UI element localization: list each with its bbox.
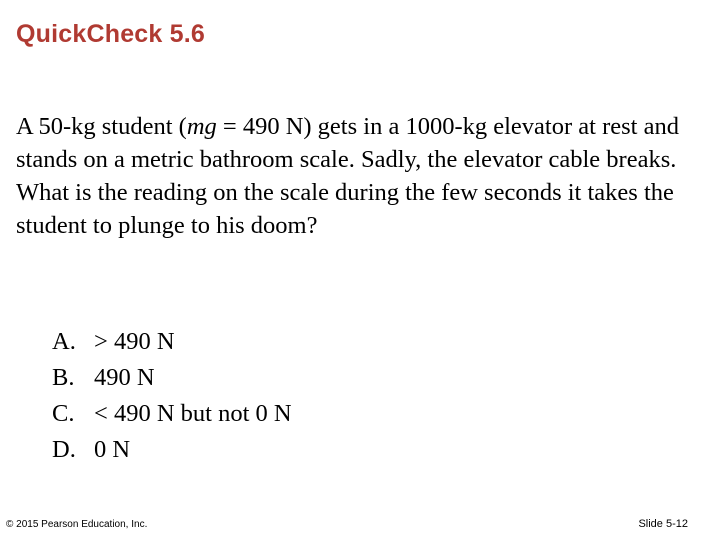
option-d xyxy=(52,432,292,468)
option-letter: A. xyxy=(52,328,76,355)
question-text xyxy=(16,110,706,242)
copyright-notice: © 2015 Pearson Education, Inc. xyxy=(6,519,148,530)
slide-number: Slide 5-12 xyxy=(638,518,688,530)
question-italic-mg: mg xyxy=(186,113,217,140)
question-part-1: A 50-kg student ( xyxy=(16,113,187,140)
option-text: < 490 N but not 0 N xyxy=(94,400,292,427)
option-c xyxy=(52,396,292,432)
option-b xyxy=(52,360,292,396)
option-text: 0 N xyxy=(94,436,131,463)
answer-options xyxy=(52,324,292,468)
option-text: 490 N xyxy=(94,364,155,391)
option-letter: C. xyxy=(52,400,75,427)
option-letter: B. xyxy=(52,364,75,391)
option-a xyxy=(52,324,292,360)
question-part-2: = 490 N) gets in a 1000-kg elevator at rest and stands on a metric bathroom scale. Sadly, the elevator cable breaks. What is the reading on the scale during the few seconds it takes the student to plunge to his doom? xyxy=(16,113,679,239)
option-letter: D. xyxy=(52,436,76,463)
option-text: > 490 N xyxy=(94,328,175,355)
slide-title: QuickCheck 5.6 xyxy=(16,20,206,48)
